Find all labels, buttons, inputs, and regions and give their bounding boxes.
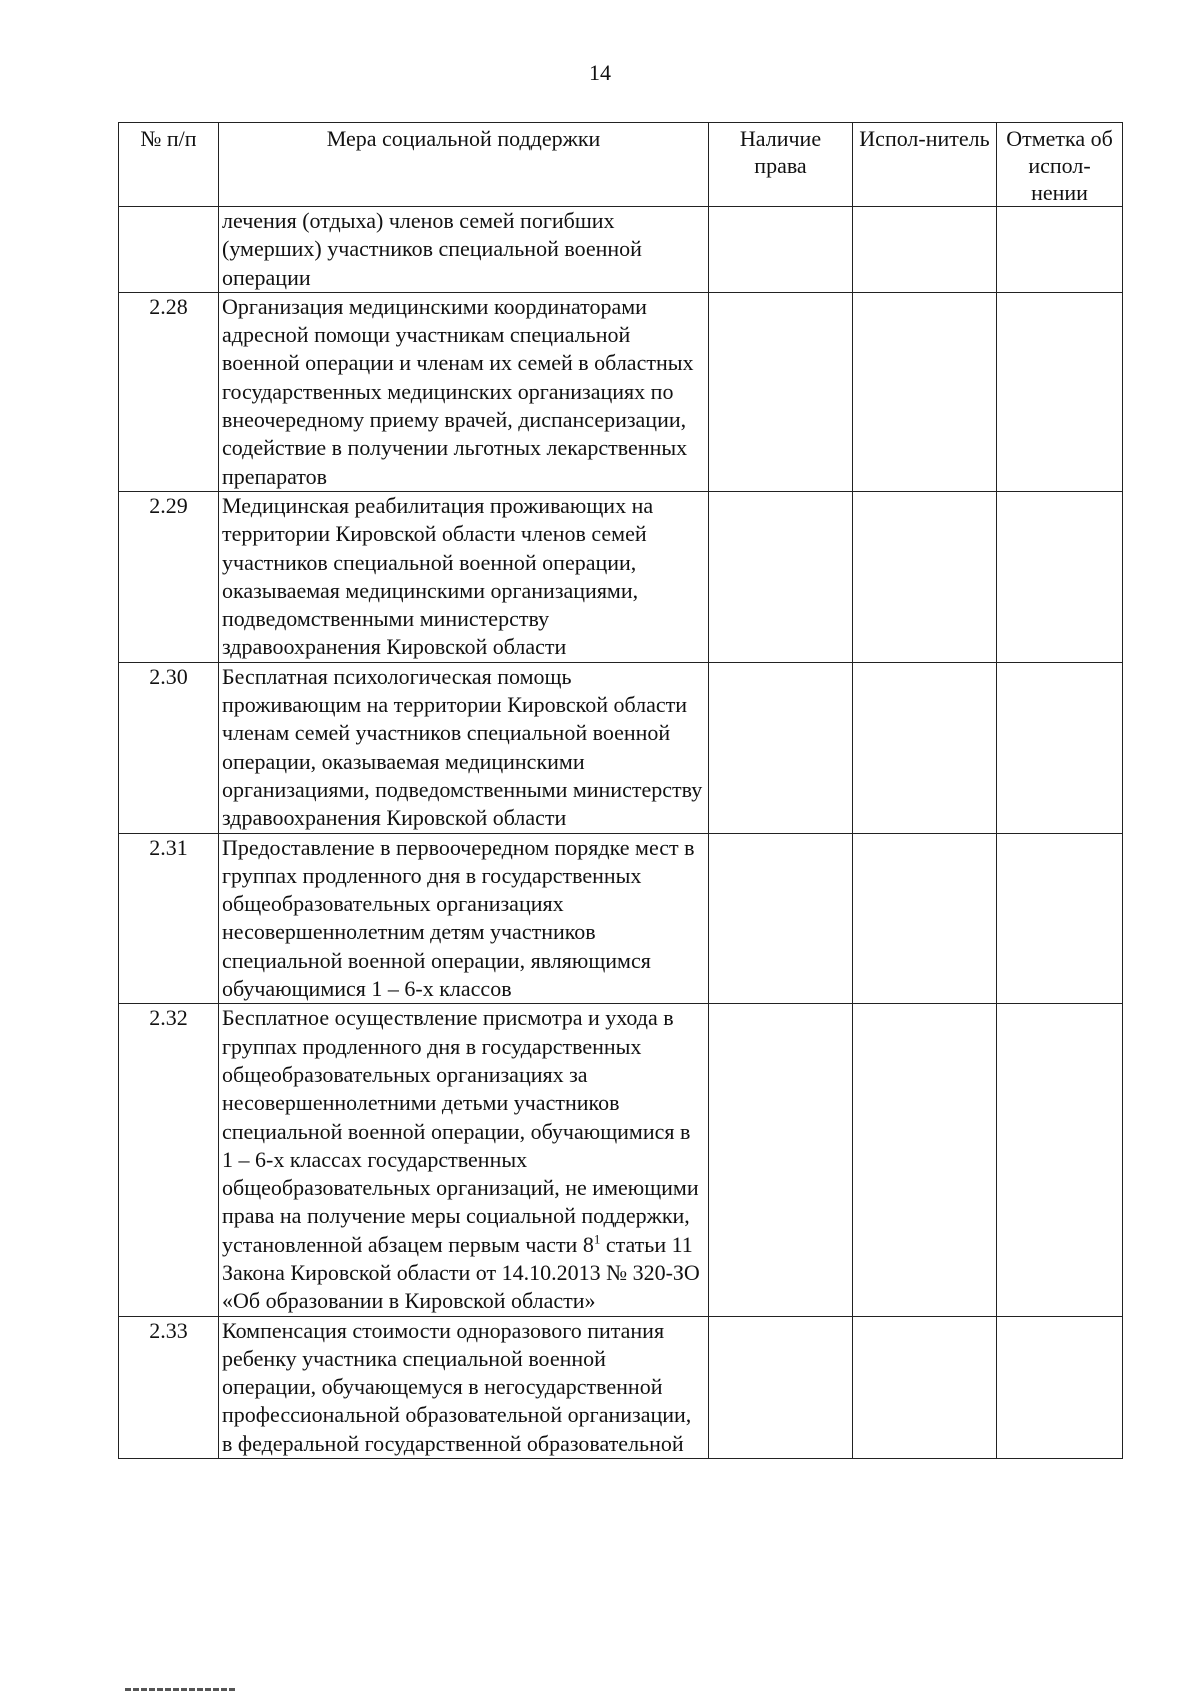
table-row [119, 491, 1123, 662]
row-executor-cell [853, 1004, 997, 1316]
row-measure-superscript: 1 [593, 1231, 601, 1247]
row-num: 2.29 [119, 491, 219, 662]
row-measure: Предоставление в первоочередном порядке мест в группах продленного дня в государственных общеобразовательных организациях несовершеннолетним детям участников специальной военной операции, являющимся обучающимися 1 – 6-х классов [219, 833, 709, 1004]
row-mark-cell [997, 833, 1123, 1004]
header-num: № п/п [119, 123, 219, 207]
row-measure: лечения (отдыха) членов семей погибших (умерших) участников специальной военной операции [219, 207, 709, 293]
table-row [119, 1316, 1123, 1458]
row-mark-cell [997, 491, 1123, 662]
row-right-cell [709, 207, 853, 293]
row-right-cell [709, 662, 853, 833]
header-mark: Отметка об испол-нении [997, 123, 1123, 207]
row-executor-cell [853, 662, 997, 833]
table-row [119, 662, 1123, 833]
row-num [119, 207, 219, 293]
page-number: 14 [589, 60, 611, 85]
row-mark-cell [997, 1316, 1123, 1458]
row-measure-text-a: Бесплатное осуществление присмотра и ухода в группах продленного дня в государственных общеобразовательных организациях за несовершеннолетними детьми участников специальной военной операции, обучающимися в 1 – 6-х классах государственных общеобразовательных организаций, не имеющими права на получение меры социальной поддержки, установленной абзацем первым части 8 [222, 1005, 699, 1257]
row-mark-cell [997, 662, 1123, 833]
row-measure [219, 1004, 709, 1316]
row-measure: Бесплатная психологическая помощь проживающим на территории Кировской области членам семей участников специальной военной операции, оказываемая медицинскими организациями, подведомственными министерству здравоохранения Кировской области [219, 662, 709, 833]
table-row [119, 1004, 1123, 1316]
row-right-cell [709, 491, 853, 662]
row-executor-cell [853, 1316, 997, 1458]
table-header-row [119, 123, 1123, 207]
row-executor-cell [853, 207, 997, 293]
row-executor-cell [853, 491, 997, 662]
scan-footer-mark [125, 1688, 235, 1691]
row-executor-cell [853, 292, 997, 491]
row-num: 2.33 [119, 1316, 219, 1458]
row-mark-cell [997, 1004, 1123, 1316]
row-num: 2.28 [119, 292, 219, 491]
row-measure-text-b: статьи 11 Закона Кировской области от 14.10.2013 № 320-ЗО «Об образовании в Кировской области» [222, 1231, 700, 1314]
header-executor: Испол-нитель [853, 123, 997, 207]
row-right-cell [709, 833, 853, 1004]
table-row [119, 292, 1123, 491]
row-executor-cell [853, 833, 997, 1004]
row-mark-cell [997, 207, 1123, 293]
row-measure: Компенсация стоимости одноразового питания ребенку участника специальной военной операции, обучающемуся в негосударственной профессиональной образовательной организации, в федеральной государственной образовательной [219, 1316, 709, 1458]
social-support-table [118, 122, 1123, 1459]
row-num: 2.31 [119, 833, 219, 1004]
row-mark-cell [997, 292, 1123, 491]
row-right-cell [709, 292, 853, 491]
row-measure: Медицинская реабилитация проживающих на территории Кировской области членов семей участников специальной военной операции, оказываемая медицинскими организациями, подведомственными министерству здравоохранения Кировской области [219, 491, 709, 662]
table-row [119, 833, 1123, 1004]
row-right-cell [709, 1004, 853, 1316]
table-row [119, 207, 1123, 293]
row-num: 2.30 [119, 662, 219, 833]
header-right: Наличие права [709, 123, 853, 207]
row-right-cell [709, 1316, 853, 1458]
row-num: 2.32 [119, 1004, 219, 1316]
header-measure: Мера социальной поддержки [219, 123, 709, 207]
row-measure: Организация медицинскими координаторами адресной помощи участникам специальной военной операции и членам их семей в областных государственных медицинских организациях по внеочередному приему врачей, диспансеризации, содействие в получении льготных лекарственных препаратов [219, 292, 709, 491]
